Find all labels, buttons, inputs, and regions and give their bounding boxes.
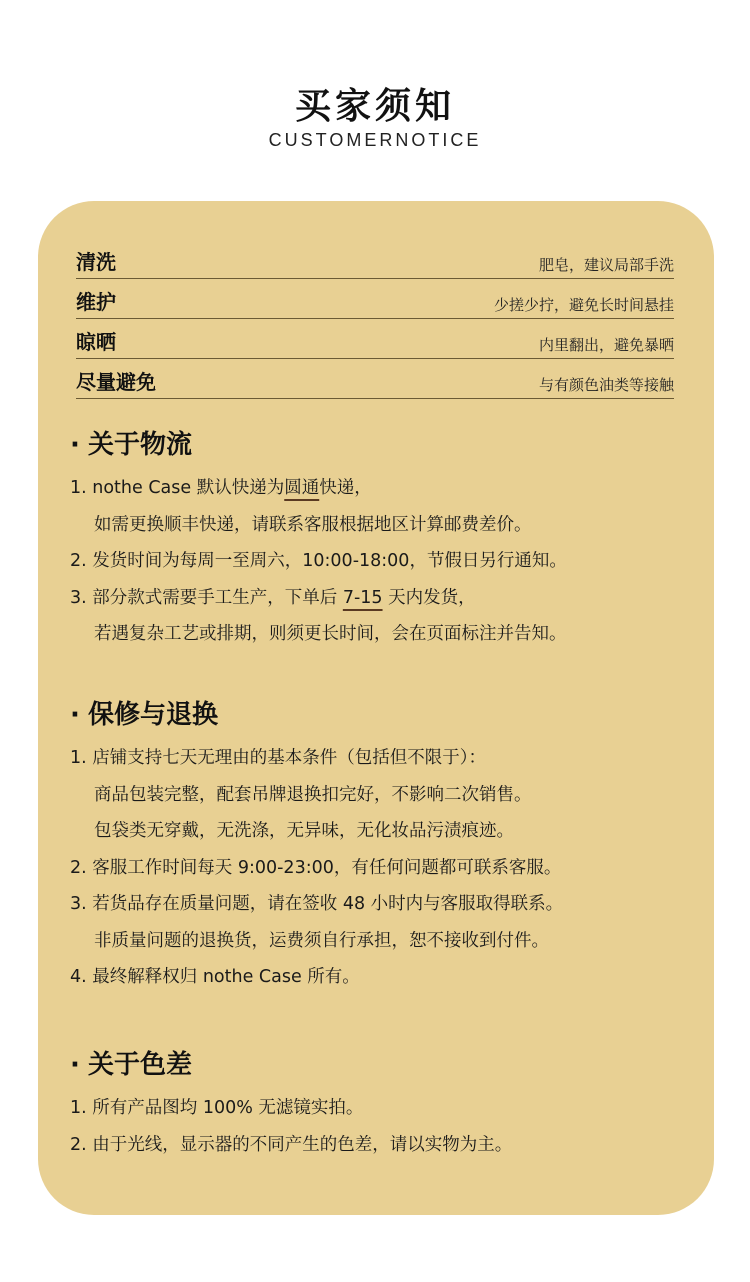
care-label: 维护: [76, 290, 116, 314]
text-segment: 快递，: [319, 478, 372, 498]
page-title: 买家须知: [294, 86, 455, 127]
highlight-text: 圆通: [284, 478, 320, 498]
care-value: 肥皂，建议局部手洗: [538, 256, 674, 274]
care-value: 与有颜色油类等接触: [538, 376, 674, 394]
list-item: 1. 店铺支持七天无理由的基本条件（包括但不限于）：: [70, 748, 487, 768]
bullet-dot-icon: ·: [70, 700, 80, 730]
section-title: [70, 696, 710, 734]
logistics-section: [70, 426, 710, 653]
notice-card: [38, 201, 714, 1215]
care-value: 少搓少拧，避免长时间悬挂: [493, 296, 674, 314]
list-item: 1. 所有产品图均 100% 无滤镜实拍。: [70, 1098, 364, 1118]
page-subtitle: CUSTOMERNOTICE: [268, 130, 482, 150]
care-label: 晾晒: [76, 330, 116, 354]
care-row-wash: [76, 239, 674, 279]
care-row-avoid: [76, 359, 674, 399]
list-item: 2. 由于光线，显示器的不同产生的色差，请以实物为主。: [70, 1134, 513, 1155]
care-row-maintain: [76, 279, 674, 319]
list-item: 4. 最终解释权归 nothe Case 所有。: [70, 967, 360, 987]
list-item: 商品包装完整，配套吊牌退换扣完好，不影响二次销售。: [94, 784, 532, 805]
text-segment: 3. 部分款式需要手工生产，下单后: [70, 587, 343, 608]
section-title-text: 关于物流: [88, 430, 193, 460]
list-item: 如需更换顺丰快递，请联系客服根据地区计算邮费差价。: [94, 514, 532, 535]
section-title: [70, 1046, 710, 1084]
section-title-text: 保修与退换: [88, 700, 219, 730]
list-item: 2. 发货时间为每周一至周六，10:00-18:00，节假日另行通知。: [70, 551, 567, 571]
color-section: [70, 1046, 710, 1163]
highlight-text: 7-15: [342, 587, 383, 608]
text-segment: 1. nothe Case 默认快递为: [70, 478, 285, 498]
warranty-section: [70, 696, 710, 996]
list-item: 若遇复杂工艺或排期，则须更长时间，会在页面标注并告知。: [94, 624, 567, 644]
care-row-dry: [76, 319, 674, 359]
text-segment: 天内发货，: [382, 587, 476, 608]
care-label: 尽量避免: [76, 370, 156, 394]
list-item: [70, 580, 710, 617]
list-item: 包袋类无穿戴，无洗涤，无异味，无化妆品污渍痕迹。: [94, 821, 514, 841]
list-item: 非质量问题的退换货，运费须自行承担，恕不接收到付件。: [94, 930, 549, 951]
care-value: 内里翻出，避免暴晒: [538, 336, 674, 354]
list-item: 2. 客服工作时间每天 9:00-23:00，有任何问题都可联系客服。: [70, 857, 562, 878]
bullet-dot-icon: ·: [70, 430, 80, 460]
section-title: [70, 426, 710, 464]
list-item: 3. 若货品存在质量问题，请在签收 48 小时内与客服取得联系。: [70, 894, 564, 914]
care-table: [76, 239, 674, 399]
section-title-text: 关于色差: [88, 1050, 193, 1080]
care-label: 清洗: [76, 250, 116, 274]
list-item: [70, 470, 710, 507]
bullet-dot-icon: ·: [70, 1050, 80, 1080]
